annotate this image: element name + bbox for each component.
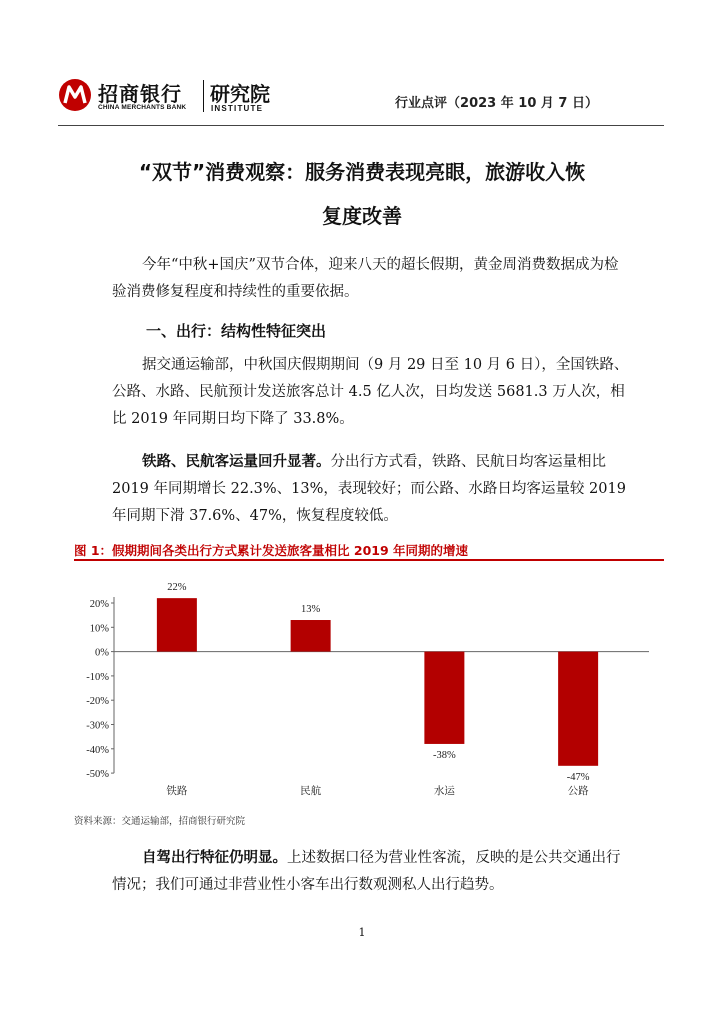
report-type: 行业点评（2023 年 10 月 7 日） (395, 96, 598, 111)
y-tick-label: 0% (95, 647, 109, 659)
brand-divider (203, 80, 204, 112)
section-paragraph-2 (112, 449, 632, 530)
data-label-3: -38% (433, 749, 456, 761)
closing-lead: 自驾出行特征仍明显。 (142, 850, 287, 866)
category-label-4: 公路 (567, 785, 589, 797)
data-label-4: -47% (566, 771, 590, 783)
brand-name-cn: 招商银行 (98, 82, 182, 106)
institute-name-en: INSTITUTE (211, 104, 264, 113)
intro-paragraph: 今年“中秋+国庆”双节合体，迎来八天的超长假期，黄金周消费数据成为检验消费修复程度和持续性的重要依据。 (112, 257, 619, 300)
page-title-line2: 复度改善 (322, 204, 402, 228)
y-tick-label: -40% (86, 744, 109, 756)
data-label-1: 22% (167, 582, 187, 594)
data-label-2: 13% (301, 604, 321, 616)
figure-caption: 图 1：假期期间各类出行方式累计发送旅客量相比 2019 年同期的增速 (74, 543, 469, 558)
category-label-2: 民航 (300, 785, 322, 797)
bar-2 (291, 620, 331, 652)
institute-name-cn: 研究院 (210, 82, 270, 106)
y-tick-label: -30% (86, 720, 109, 732)
figure-divider (74, 559, 664, 561)
paragraph-lead: 铁路、民航客运量回升显著。 (142, 454, 331, 470)
category-label-3: 水运 (433, 785, 455, 797)
bar-3 (424, 652, 464, 744)
bar-1 (157, 598, 197, 651)
bar-chart (74, 562, 664, 807)
header-divider (58, 125, 664, 126)
y-tick-label: -50% (86, 769, 109, 781)
paragraph-body: 分出行方式看，铁路、民航日均客运量相比 2019 年同期增长 22.3%、13%，表现较好；而公路、水路日均客运量较 2019 年同期下滑 37.6%、47%，恢复程度较低。 (112, 454, 626, 524)
category-label-1: 铁路 (166, 785, 188, 797)
brand-name-en: CHINA MERCHANTS BANK (98, 104, 187, 111)
bar-4 (558, 652, 598, 766)
y-tick-label: 20% (89, 599, 109, 610)
closing-body: 上述数据口径为营业性客流，反映的是公共交通出行情况；我们可通过非营业性小客车出行数观测私人出行趋势。 (112, 850, 621, 893)
section-paragraph-1: 据交通运输部，中秋国庆假期期间（9 月 29 日至 10 月 6 日），全国铁路、公路、水路、民航预计发送旅客总计 4.5 亿人次，日均发送 5681.3 万人次，相比 2019 年同期日均下降了 33.8%。 (112, 357, 629, 427)
figure-source: 资料来源：交通运输部，招商银行研究院 (74, 816, 246, 827)
cmb-logo-icon (58, 78, 92, 112)
y-tick-label: 10% (89, 623, 109, 635)
y-tick-label: -20% (86, 696, 109, 708)
section-heading: 一、出行：结构性特征突出 (146, 322, 327, 340)
page-title-line1: “双节”消费观察：服务消费表现亮眼，旅游收入恢 (138, 160, 586, 184)
page-number: 1 (358, 926, 366, 939)
y-tick-label: -10% (86, 671, 109, 683)
closing-paragraph (112, 845, 632, 899)
